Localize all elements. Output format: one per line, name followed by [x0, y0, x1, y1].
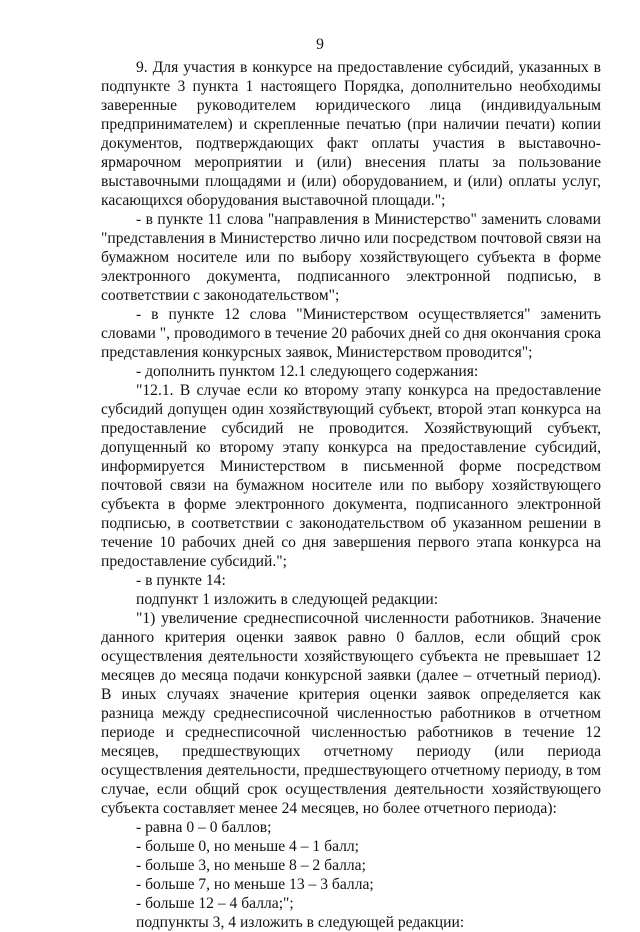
paragraph-point-12-1-text: "12.1. В случае если ко второму этапу конкурса на предоставление субсидий допущен один хозяйствующий субъект, второй этап конкурса на предоставление субсидий не проводится. Хозяйствующий субъект, допущенный ко второму этапу конкурса на предоставление субсидий, информируется Министерством в письменной форме посредством почтовой связи на бумажном носителе или по выбору хозяйствующего субъекта в форме электронного документа, подписанного электронной подписью, в соответствии с законодательством об указанном решении в течение 10 рабочих дней со дня завершения первого этапа конкурса на предоставление субсидий."; — [101, 382, 601, 570]
paragraph-amend-point-12: - в пункте 12 слова "Министерством осуществляется" заменить словами ", проводимого в течение 20 рабочих дней со дня окончания срока представления конкурсных заявок, Министерством проводится"; — [101, 306, 601, 361]
document-body — [101, 58, 601, 932]
paragraph-subpoints-3-4-intro: подпункты 3, 4 изложить в следующей редакции: — [136, 914, 465, 931]
paragraph-item-9: 9. Для участия в конкурсе на предоставление субсидий, указанных в подпункте 3 пункта 1 настоящего Порядка, дополнительно необходимы заверенные руководителем юридического лица (индивидуальным предпринимателем) и скрепленные печатью (при наличии печати) копии документов, подтверждающих факт оплаты участия в выставочно-ярмарочном мероприятии и (или) внесения платы за пользование выставочными площадями и (или) оборудованием, и (или) оплаты услуг, касающихся оборудования выставочной площади."; — [101, 59, 601, 209]
paragraph-add-point-12-1: - дополнить пунктом 12.1 следующего содержания: — [136, 363, 479, 380]
score-list — [101, 818, 601, 913]
list-item: - больше 0, но меньше 4 – 1 балл; — [136, 838, 360, 855]
list-item: - равна 0 – 0 баллов; — [136, 819, 272, 836]
list-item: - больше 3, но меньше 8 – 2 балла; — [136, 857, 366, 874]
list-item: - больше 12 – 4 балла;"; — [136, 895, 294, 912]
paragraph-subpoint-1-intro: подпункт 1 изложить в следующей редакции: — [136, 591, 439, 608]
paragraph-amend-point-14: - в пункте 14: — [136, 572, 226, 589]
paragraph-amend-point-11: - в пункте 11 слова "направления в Министерство" заменить словами "представления в Министерство лично или посредством почтовой связи на бумажном носителе или по выбору хозяйствующего субъекта в форме электронного документа, подписанного электронной подписью, в соответствии с законодательством"; — [101, 211, 601, 304]
paragraph-subpoint-1-text: "1) увеличение среднесписочной численности работников. Значение данного критерия оценки заявок равно 0 баллов, если общий срок осуществления деятельности хозяйствующего субъекта не превышает 12 месяцев до месяца подачи конкурсной заявки (далее – отчетный период). В иных случаях значение критерия оценки заявок определяется как разница между среднесписочной численностью работников в отчетном периоде и среднесписочной численностью работников в течение 12 месяцев, предшествующих отчетному периоду (или периода осуществления деятельности, предшествующего отчетному периоду, в том случае, если общий срок осуществления деятельности хозяйствующего субъекта составляет менее 24 месяцев, но более отчетного периода): — [101, 610, 601, 817]
page-number: 9 — [316, 36, 324, 53]
list-item: - больше 7, но меньше 13 – 3 балла; — [136, 876, 374, 893]
